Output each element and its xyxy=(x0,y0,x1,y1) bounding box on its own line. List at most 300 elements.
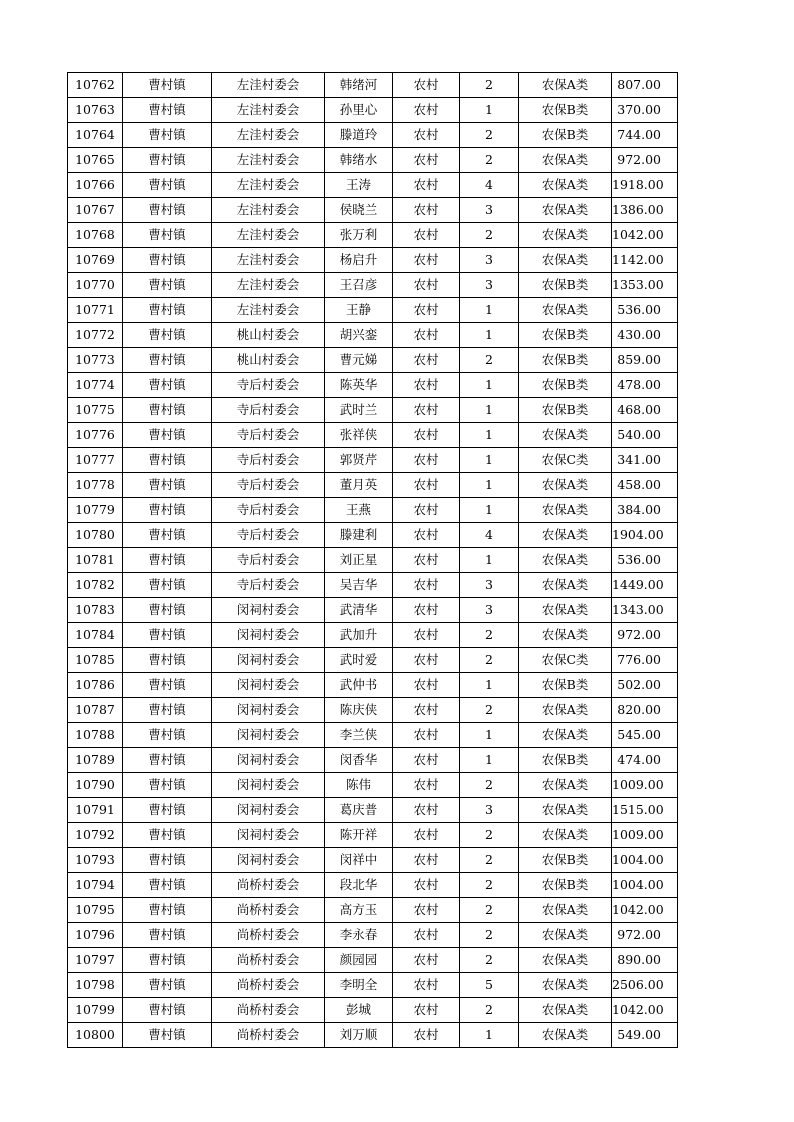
record-id-cell: 10764 xyxy=(68,123,123,148)
town-cell: 曹村镇 xyxy=(123,298,212,323)
name-cell: 陈庆侠 xyxy=(325,698,393,723)
record-id-cell: 10800 xyxy=(68,1023,123,1048)
table-row xyxy=(68,273,678,298)
household-type-cell: 农村 xyxy=(393,398,460,423)
table-row xyxy=(68,198,678,223)
amount-cell: 1515.00 xyxy=(612,798,678,823)
insurance-category-cell: 农保A类 xyxy=(519,198,612,223)
name-cell: 韩绪水 xyxy=(325,148,393,173)
record-id-cell: 10766 xyxy=(68,173,123,198)
member-count-cell: 2 xyxy=(460,123,519,148)
record-id-cell: 10781 xyxy=(68,548,123,573)
amount-cell: 536.00 xyxy=(612,298,678,323)
name-cell: 陈开祥 xyxy=(325,823,393,848)
insurance-category-cell: 农保A类 xyxy=(519,573,612,598)
amount-cell: 478.00 xyxy=(612,373,678,398)
insurance-category-cell: 农保A类 xyxy=(519,473,612,498)
member-count-cell: 1 xyxy=(460,98,519,123)
name-cell: 韩绪河 xyxy=(325,73,393,98)
record-id-cell: 10798 xyxy=(68,973,123,998)
name-cell: 董月英 xyxy=(325,473,393,498)
table-row xyxy=(68,98,678,123)
member-count-cell: 1 xyxy=(460,748,519,773)
amount-cell: 1343.00 xyxy=(612,598,678,623)
village-committee-cell: 闵祠村委会 xyxy=(212,623,325,648)
amount-cell: 1004.00 xyxy=(612,873,678,898)
insurance-category-cell: 农保A类 xyxy=(519,298,612,323)
amount-cell: 972.00 xyxy=(612,923,678,948)
insurance-category-cell: 农保A类 xyxy=(519,523,612,548)
member-count-cell: 1 xyxy=(460,1023,519,1048)
name-cell: 武时爱 xyxy=(325,648,393,673)
amount-cell: 744.00 xyxy=(612,123,678,148)
member-count-cell: 3 xyxy=(460,198,519,223)
town-cell: 曹村镇 xyxy=(123,548,212,573)
household-type-cell: 农村 xyxy=(393,1023,460,1048)
town-cell: 曹村镇 xyxy=(123,773,212,798)
table-row xyxy=(68,448,678,473)
insurance-category-cell: 农保B类 xyxy=(519,323,612,348)
record-id-cell: 10769 xyxy=(68,248,123,273)
record-id-cell: 10783 xyxy=(68,598,123,623)
member-count-cell: 1 xyxy=(460,723,519,748)
table-row xyxy=(68,773,678,798)
amount-cell: 1904.00 xyxy=(612,523,678,548)
name-cell: 武仲书 xyxy=(325,673,393,698)
household-type-cell: 农村 xyxy=(393,973,460,998)
town-cell: 曹村镇 xyxy=(123,398,212,423)
amount-cell: 776.00 xyxy=(612,648,678,673)
household-type-cell: 农村 xyxy=(393,548,460,573)
town-cell: 曹村镇 xyxy=(123,798,212,823)
record-id-cell: 10787 xyxy=(68,698,123,723)
household-type-cell: 农村 xyxy=(393,273,460,298)
village-committee-cell: 闵祠村委会 xyxy=(212,698,325,723)
household-type-cell: 农村 xyxy=(393,573,460,598)
town-cell: 曹村镇 xyxy=(123,998,212,1023)
name-cell: 曹元娣 xyxy=(325,348,393,373)
amount-cell: 2506.00 xyxy=(612,973,678,998)
household-type-cell: 农村 xyxy=(393,423,460,448)
village-committee-cell: 桃山村委会 xyxy=(212,348,325,373)
name-cell: 刘万顺 xyxy=(325,1023,393,1048)
town-cell: 曹村镇 xyxy=(123,748,212,773)
table-row xyxy=(68,348,678,373)
insurance-category-cell: 农保A类 xyxy=(519,248,612,273)
village-committee-cell: 尚桥村委会 xyxy=(212,948,325,973)
name-cell: 闵祥中 xyxy=(325,848,393,873)
household-type-cell: 农村 xyxy=(393,148,460,173)
name-cell: 李永春 xyxy=(325,923,393,948)
town-cell: 曹村镇 xyxy=(123,623,212,648)
town-cell: 曹村镇 xyxy=(123,173,212,198)
town-cell: 曹村镇 xyxy=(123,648,212,673)
village-committee-cell: 左洼村委会 xyxy=(212,123,325,148)
member-count-cell: 2 xyxy=(460,898,519,923)
record-id-cell: 10796 xyxy=(68,923,123,948)
member-count-cell: 2 xyxy=(460,698,519,723)
member-count-cell: 1 xyxy=(460,548,519,573)
household-type-cell: 农村 xyxy=(393,598,460,623)
record-id-cell: 10763 xyxy=(68,98,123,123)
household-type-cell: 农村 xyxy=(393,773,460,798)
household-type-cell: 农村 xyxy=(393,698,460,723)
beneficiary-table xyxy=(67,72,678,1048)
name-cell: 武清华 xyxy=(325,598,393,623)
insurance-category-cell: 农保B类 xyxy=(519,348,612,373)
village-committee-cell: 寺后村委会 xyxy=(212,548,325,573)
village-committee-cell: 闵祠村委会 xyxy=(212,723,325,748)
household-type-cell: 农村 xyxy=(393,198,460,223)
insurance-category-cell: 农保A类 xyxy=(519,598,612,623)
town-cell: 曹村镇 xyxy=(123,373,212,398)
town-cell: 曹村镇 xyxy=(123,1023,212,1048)
town-cell: 曹村镇 xyxy=(123,673,212,698)
household-type-cell: 农村 xyxy=(393,98,460,123)
record-id-cell: 10773 xyxy=(68,348,123,373)
household-type-cell: 农村 xyxy=(393,623,460,648)
household-type-cell: 农村 xyxy=(393,948,460,973)
village-committee-cell: 寺后村委会 xyxy=(212,423,325,448)
table-row xyxy=(68,673,678,698)
insurance-category-cell: 农保B类 xyxy=(519,398,612,423)
name-cell: 张万利 xyxy=(325,223,393,248)
village-committee-cell: 桃山村委会 xyxy=(212,323,325,348)
name-cell: 王涛 xyxy=(325,173,393,198)
household-type-cell: 农村 xyxy=(393,873,460,898)
record-id-cell: 10774 xyxy=(68,373,123,398)
insurance-category-cell: 农保A类 xyxy=(519,898,612,923)
name-cell: 侯晓兰 xyxy=(325,198,393,223)
record-id-cell: 10793 xyxy=(68,848,123,873)
table-row xyxy=(68,748,678,773)
household-type-cell: 农村 xyxy=(393,798,460,823)
village-committee-cell: 寺后村委会 xyxy=(212,448,325,473)
member-count-cell: 3 xyxy=(460,598,519,623)
amount-cell: 430.00 xyxy=(612,323,678,348)
amount-cell: 972.00 xyxy=(612,623,678,648)
member-count-cell: 1 xyxy=(460,398,519,423)
amount-cell: 1042.00 xyxy=(612,998,678,1023)
member-count-cell: 3 xyxy=(460,798,519,823)
record-id-cell: 10788 xyxy=(68,723,123,748)
household-type-cell: 农村 xyxy=(393,523,460,548)
village-committee-cell: 左洼村委会 xyxy=(212,173,325,198)
household-type-cell: 农村 xyxy=(393,73,460,98)
village-committee-cell: 闵祠村委会 xyxy=(212,648,325,673)
town-cell: 曹村镇 xyxy=(123,73,212,98)
amount-cell: 1353.00 xyxy=(612,273,678,298)
insurance-category-cell: 农保B类 xyxy=(519,848,612,873)
town-cell: 曹村镇 xyxy=(123,123,212,148)
table-row xyxy=(68,298,678,323)
table-row xyxy=(68,873,678,898)
village-committee-cell: 尚桥村委会 xyxy=(212,898,325,923)
record-id-cell: 10791 xyxy=(68,798,123,823)
record-id-cell: 10785 xyxy=(68,648,123,673)
record-id-cell: 10776 xyxy=(68,423,123,448)
insurance-category-cell: 农保B类 xyxy=(519,748,612,773)
household-type-cell: 农村 xyxy=(393,923,460,948)
insurance-category-cell: 农保A类 xyxy=(519,998,612,1023)
member-count-cell: 3 xyxy=(460,273,519,298)
name-cell: 武加升 xyxy=(325,623,393,648)
name-cell: 陈伟 xyxy=(325,773,393,798)
amount-cell: 545.00 xyxy=(612,723,678,748)
village-committee-cell: 尚桥村委会 xyxy=(212,998,325,1023)
name-cell: 高方玉 xyxy=(325,898,393,923)
record-id-cell: 10799 xyxy=(68,998,123,1023)
village-committee-cell: 左洼村委会 xyxy=(212,273,325,298)
amount-cell: 341.00 xyxy=(612,448,678,473)
village-committee-cell: 闵祠村委会 xyxy=(212,823,325,848)
amount-cell: 1042.00 xyxy=(612,223,678,248)
table-row xyxy=(68,623,678,648)
member-count-cell: 2 xyxy=(460,148,519,173)
household-type-cell: 农村 xyxy=(393,298,460,323)
table-row xyxy=(68,473,678,498)
member-count-cell: 4 xyxy=(460,523,519,548)
town-cell: 曹村镇 xyxy=(123,823,212,848)
name-cell: 闵香华 xyxy=(325,748,393,773)
village-committee-cell: 左洼村委会 xyxy=(212,73,325,98)
amount-cell: 474.00 xyxy=(612,748,678,773)
name-cell: 段北华 xyxy=(325,873,393,898)
record-id-cell: 10778 xyxy=(68,473,123,498)
village-committee-cell: 左洼村委会 xyxy=(212,248,325,273)
town-cell: 曹村镇 xyxy=(123,923,212,948)
table-row xyxy=(68,798,678,823)
table-row xyxy=(68,498,678,523)
member-count-cell: 2 xyxy=(460,648,519,673)
table-row xyxy=(68,123,678,148)
record-id-cell: 10789 xyxy=(68,748,123,773)
village-committee-cell: 寺后村委会 xyxy=(212,373,325,398)
town-cell: 曹村镇 xyxy=(123,948,212,973)
insurance-category-cell: 农保C类 xyxy=(519,448,612,473)
table-row xyxy=(68,523,678,548)
insurance-category-cell: 农保A类 xyxy=(519,723,612,748)
amount-cell: 820.00 xyxy=(612,698,678,723)
name-cell: 葛庆普 xyxy=(325,798,393,823)
town-cell: 曹村镇 xyxy=(123,198,212,223)
household-type-cell: 农村 xyxy=(393,498,460,523)
table-row xyxy=(68,973,678,998)
household-type-cell: 农村 xyxy=(393,648,460,673)
member-count-cell: 2 xyxy=(460,998,519,1023)
town-cell: 曹村镇 xyxy=(123,348,212,373)
insurance-category-cell: 农保B类 xyxy=(519,273,612,298)
member-count-cell: 3 xyxy=(460,248,519,273)
insurance-category-cell: 农保C类 xyxy=(519,648,612,673)
member-count-cell: 5 xyxy=(460,973,519,998)
insurance-category-cell: 农保A类 xyxy=(519,548,612,573)
table-row xyxy=(68,1023,678,1048)
household-type-cell: 农村 xyxy=(393,223,460,248)
table-row xyxy=(68,148,678,173)
village-committee-cell: 寺后村委会 xyxy=(212,523,325,548)
insurance-category-cell: 农保B类 xyxy=(519,673,612,698)
insurance-category-cell: 农保A类 xyxy=(519,1023,612,1048)
table-row xyxy=(68,723,678,748)
record-id-cell: 10772 xyxy=(68,323,123,348)
record-id-cell: 10782 xyxy=(68,573,123,598)
insurance-category-cell: 农保A类 xyxy=(519,698,612,723)
town-cell: 曹村镇 xyxy=(123,898,212,923)
amount-cell: 468.00 xyxy=(612,398,678,423)
insurance-category-cell: 农保A类 xyxy=(519,973,612,998)
member-count-cell: 2 xyxy=(460,623,519,648)
table-row xyxy=(68,948,678,973)
name-cell: 陈英华 xyxy=(325,373,393,398)
name-cell: 张祥侠 xyxy=(325,423,393,448)
member-count-cell: 1 xyxy=(460,298,519,323)
household-type-cell: 农村 xyxy=(393,123,460,148)
insurance-category-cell: 农保B类 xyxy=(519,123,612,148)
record-id-cell: 10797 xyxy=(68,948,123,973)
household-type-cell: 农村 xyxy=(393,998,460,1023)
town-cell: 曹村镇 xyxy=(123,523,212,548)
member-count-cell: 2 xyxy=(460,823,519,848)
household-type-cell: 农村 xyxy=(393,448,460,473)
record-id-cell: 10786 xyxy=(68,673,123,698)
record-id-cell: 10775 xyxy=(68,398,123,423)
household-type-cell: 农村 xyxy=(393,823,460,848)
member-count-cell: 1 xyxy=(460,673,519,698)
town-cell: 曹村镇 xyxy=(123,248,212,273)
household-type-cell: 农村 xyxy=(393,348,460,373)
village-committee-cell: 闵祠村委会 xyxy=(212,598,325,623)
record-id-cell: 10767 xyxy=(68,198,123,223)
member-count-cell: 1 xyxy=(460,323,519,348)
village-committee-cell: 尚桥村委会 xyxy=(212,1023,325,1048)
village-committee-cell: 左洼村委会 xyxy=(212,198,325,223)
town-cell: 曹村镇 xyxy=(123,98,212,123)
table-row xyxy=(68,423,678,448)
household-type-cell: 农村 xyxy=(393,898,460,923)
name-cell: 武时兰 xyxy=(325,398,393,423)
member-count-cell: 2 xyxy=(460,773,519,798)
insurance-category-cell: 农保A类 xyxy=(519,923,612,948)
insurance-category-cell: 农保A类 xyxy=(519,773,612,798)
name-cell: 颜园园 xyxy=(325,948,393,973)
name-cell: 李明全 xyxy=(325,973,393,998)
name-cell: 王燕 xyxy=(325,498,393,523)
name-cell: 王静 xyxy=(325,298,393,323)
record-id-cell: 10765 xyxy=(68,148,123,173)
amount-cell: 859.00 xyxy=(612,348,678,373)
member-count-cell: 1 xyxy=(460,473,519,498)
record-id-cell: 10794 xyxy=(68,873,123,898)
town-cell: 曹村镇 xyxy=(123,698,212,723)
name-cell: 吴吉华 xyxy=(325,573,393,598)
amount-cell: 1918.00 xyxy=(612,173,678,198)
table-row xyxy=(68,573,678,598)
record-id-cell: 10780 xyxy=(68,523,123,548)
amount-cell: 502.00 xyxy=(612,673,678,698)
village-committee-cell: 闵祠村委会 xyxy=(212,798,325,823)
record-id-cell: 10777 xyxy=(68,448,123,473)
village-committee-cell: 寺后村委会 xyxy=(212,473,325,498)
town-cell: 曹村镇 xyxy=(123,873,212,898)
village-committee-cell: 闵祠村委会 xyxy=(212,673,325,698)
record-id-cell: 10762 xyxy=(68,73,123,98)
member-count-cell: 2 xyxy=(460,873,519,898)
amount-cell: 370.00 xyxy=(612,98,678,123)
insurance-category-cell: 农保A类 xyxy=(519,423,612,448)
table-row xyxy=(68,848,678,873)
village-committee-cell: 闵祠村委会 xyxy=(212,748,325,773)
name-cell: 郭贤芹 xyxy=(325,448,393,473)
household-type-cell: 农村 xyxy=(393,473,460,498)
table-row xyxy=(68,398,678,423)
household-type-cell: 农村 xyxy=(393,848,460,873)
name-cell: 滕建利 xyxy=(325,523,393,548)
name-cell: 刘正星 xyxy=(325,548,393,573)
table-row xyxy=(68,698,678,723)
table-body xyxy=(68,73,678,1048)
town-cell: 曹村镇 xyxy=(123,573,212,598)
household-type-cell: 农村 xyxy=(393,248,460,273)
insurance-category-cell: 农保A类 xyxy=(519,223,612,248)
amount-cell: 458.00 xyxy=(612,473,678,498)
name-cell: 胡兴銮 xyxy=(325,323,393,348)
amount-cell: 1042.00 xyxy=(612,898,678,923)
member-count-cell: 1 xyxy=(460,373,519,398)
town-cell: 曹村镇 xyxy=(123,273,212,298)
town-cell: 曹村镇 xyxy=(123,448,212,473)
village-committee-cell: 左洼村委会 xyxy=(212,298,325,323)
table-row xyxy=(68,598,678,623)
insurance-category-cell: 农保A类 xyxy=(519,823,612,848)
insurance-category-cell: 农保A类 xyxy=(519,498,612,523)
insurance-category-cell: 农保B类 xyxy=(519,873,612,898)
amount-cell: 890.00 xyxy=(612,948,678,973)
table-row xyxy=(68,998,678,1023)
amount-cell: 807.00 xyxy=(612,73,678,98)
household-type-cell: 农村 xyxy=(393,673,460,698)
town-cell: 曹村镇 xyxy=(123,973,212,998)
member-count-cell: 3 xyxy=(460,573,519,598)
village-committee-cell: 尚桥村委会 xyxy=(212,923,325,948)
record-id-cell: 10770 xyxy=(68,273,123,298)
name-cell: 孙里心 xyxy=(325,98,393,123)
name-cell: 滕道玲 xyxy=(325,123,393,148)
record-id-cell: 10771 xyxy=(68,298,123,323)
town-cell: 曹村镇 xyxy=(123,323,212,348)
member-count-cell: 2 xyxy=(460,948,519,973)
record-id-cell: 10784 xyxy=(68,623,123,648)
amount-cell: 972.00 xyxy=(612,148,678,173)
town-cell: 曹村镇 xyxy=(123,848,212,873)
insurance-category-cell: 农保A类 xyxy=(519,73,612,98)
record-id-cell: 10792 xyxy=(68,823,123,848)
table-row xyxy=(68,73,678,98)
village-committee-cell: 闵祠村委会 xyxy=(212,773,325,798)
name-cell: 杨启升 xyxy=(325,248,393,273)
table-row xyxy=(68,923,678,948)
town-cell: 曹村镇 xyxy=(123,223,212,248)
insurance-category-cell: 农保A类 xyxy=(519,798,612,823)
insurance-category-cell: 农保A类 xyxy=(519,623,612,648)
insurance-category-cell: 农保A类 xyxy=(519,948,612,973)
amount-cell: 1004.00 xyxy=(612,848,678,873)
household-type-cell: 农村 xyxy=(393,723,460,748)
amount-cell: 549.00 xyxy=(612,1023,678,1048)
amount-cell: 1009.00 xyxy=(612,773,678,798)
village-committee-cell: 寺后村委会 xyxy=(212,498,325,523)
member-count-cell: 4 xyxy=(460,173,519,198)
